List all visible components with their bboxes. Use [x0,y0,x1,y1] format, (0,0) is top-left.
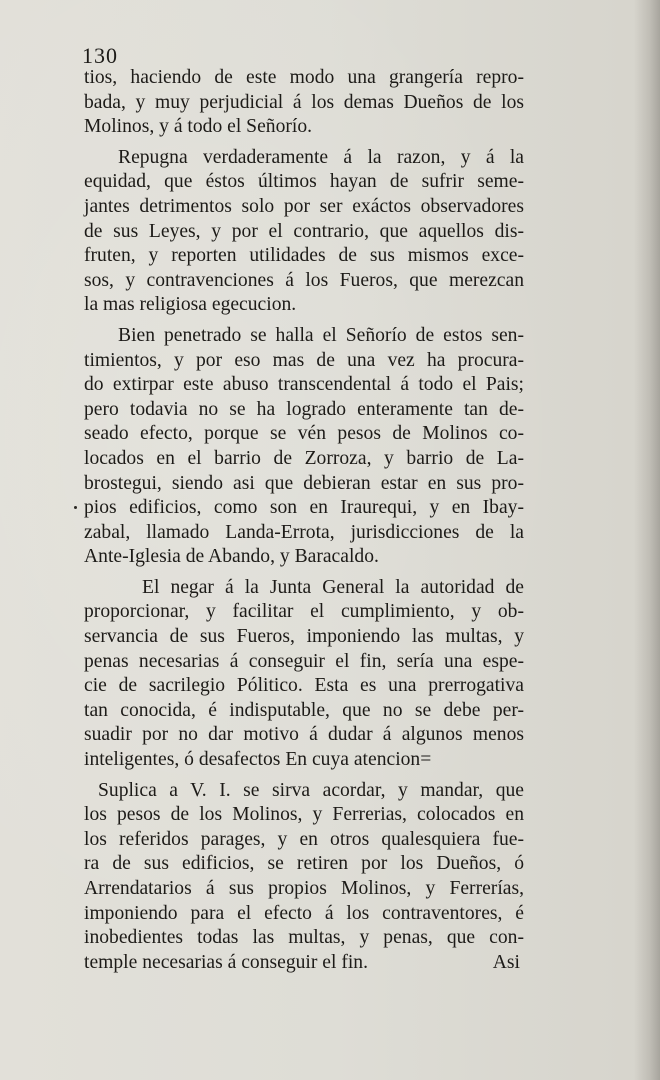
text-line: Ante-Iglesia de Abando, y Baracaldo. [84,546,379,568]
final-line [84,951,524,976]
text-line: tios, haciendo de este modo una grangería repro- [84,67,524,88]
text-line: locados en el barrio de Zorroza, y barrio de La- [84,447,524,469]
text-line: inteligentes, ó desafectos En cuya atencion= [84,749,432,771]
text-line: El negar á la Junta General la autoridad de [142,576,524,598]
text-line: de sus Leyes, y por el contrario, que aquellos dis- [84,220,524,242]
margin-mark [74,506,77,509]
body-text [84,66,524,975]
text-line: Suplica a V. I. se sirva acordar, y mandar, que [98,779,524,801]
text-line: zabal, llamado Landa-Errota, jurisdicciones de la [84,521,524,543]
catchword: Asi [492,951,520,973]
page-edge-shadow [634,0,660,1080]
text-line: la mas religiosa egecucion. [84,294,297,316]
text-line: imponiendo para el efecto á los contraventores, é [84,902,524,924]
text-line: Repugna verdaderamente á la razon, y á la [118,146,524,168]
paragraph-3 [84,324,524,570]
text-line: temple necesarias á conseguir el fin. [84,951,368,973]
text-line: penas necesarias á conseguir el fin, sería una espe- [84,650,524,672]
text-line: Molinos, y á todo el Señorío. [84,116,313,138]
text-line: equidad, que éstos últimos hayan de sufrir seme- [84,171,524,193]
text-line: jantes detrimentos solo por ser exáctos observadores [84,195,524,217]
text-line: servancia de sus Fueros, imponiendo las multas, y [84,626,524,648]
paragraph-2 [84,146,524,318]
text-line: los pesos de los Molinos, y Ferrerias, colocados en [84,804,524,826]
paragraph-4 [84,576,524,773]
paragraph-1 [84,66,524,140]
text-line: suadir por no dar motivo á dudar á algunos menos [84,724,524,746]
text-line: do extirpar este abuso transcendental á todo el Pais; [84,374,524,396]
text-line: ra de sus edificios, se retiren por los Dueños, ó [84,853,524,875]
text-line: pero todavia no se ha logrado enteramente tan de- [84,398,524,420]
text-line: los referidos parages, y en otros qualesquiera fue- [84,828,524,850]
text-line: brostegui, siendo asi que debieran estar en sus pro- [84,472,524,494]
text-line: seado efecto, porque se vén pesos de Molinos co- [84,423,524,445]
text-line: proporcionar, y facilitar el cumplimiento, y ob- [84,601,524,623]
paragraph-5 [84,779,524,976]
text-line: bada, y muy perjudicial á los demas Dueños de los [84,91,524,113]
text-line: sos, y contravenciones á los Fueros, que merezcan [84,269,524,291]
text-line: Bien penetrado se halla el Señorío de estos sen- [118,324,524,346]
text-line: inobedientes todas las multas, y penas, que con- [84,927,524,949]
text-line: tan conocida, é indisputable, que no se debe per- [84,699,524,721]
text-line: fruten, y reporten utilidades de sus mismos exce- [84,245,524,267]
text-line: pios edificios, como son en Iraurequi, y en Ibay- [84,497,524,519]
page-number: 130 [82,43,118,68]
text-line: Arrendatarios á sus propios Molinos, y Ferrerías, [84,878,524,899]
text-line: timientos, y por eso mas de una vez ha procura- [84,349,524,371]
text-line: cie de sacrilegio Pólitico. Esta es una prerrogativa [84,675,524,697]
